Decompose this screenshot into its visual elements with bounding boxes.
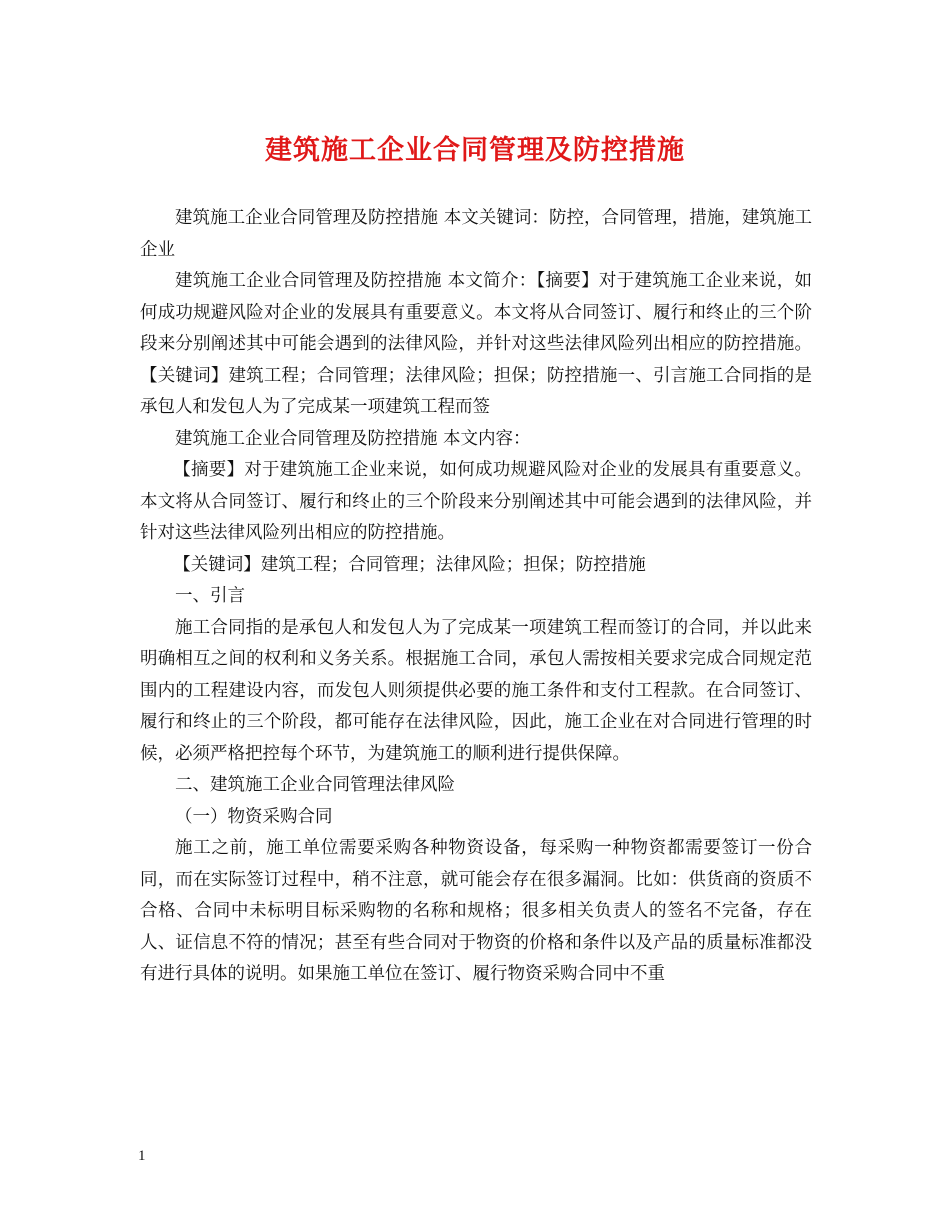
document-body xyxy=(140,203,812,991)
document-title: 建筑施工企业合同管理及防控措施 xyxy=(265,135,685,166)
paragraph-keywords-list: 【关键词】建筑工程；合同管理；法律风险；担保；防控措施 xyxy=(173,554,646,575)
paragraph-introduction: 施工合同指的是承包人和发包人为了完成某一项建筑工程而签订的合同，并以此来明确相互之间的权利和义务关系。根据施工合同，承包人需按相关要求完成合同规定范围内的工程建设内容，而发包人则须提供必要的施工条件和支付工程款。在合同签订、履行和终止的三个阶段，都可能存在法律风险，因此，施工企业在对合同进行管理的时候，必须严格把控每个环节，为建筑施工的顺利进行提供保障。 xyxy=(140,617,812,764)
subsection-heading-procurement: （一）物资采购合同 xyxy=(175,806,333,827)
paragraph-procurement: 施工之前，施工单位需要采购各种物资设备，每采购一种物资都需要签订一份合同，而在实际签订过程中，稍不注意，就可能会存在很多漏洞。比如：供货商的资质不合格、合同中未标明目标采购物的名称和规格；很多相关负责人的签名不完备，存在人、证信息不符的情况；甚至有些合同对于物资的价格和条件以及产品的质量标准都没有进行具体的说明。如果施工单位在签订、履行物资采购合同中不重 xyxy=(140,838,812,984)
paragraph-summary: 建筑施工企业合同管理及防控措施 本文简介：【摘要】对于建筑施工企业来说，如何成功规避风险对企业的发展具有重要意义。本文将从合同签订、履行和终止的三个阶段来分别阐述其中可能会遇到的法律风险，并针对这些法律风险列出相应的防控措施。【关键词】建筑工程；合同管理；法律风险；担保；防控措施一、引言施工合同指的是承包人和发包人为了完成某一项建筑工程而签 xyxy=(140,271,812,417)
paragraph-abstract: 【摘要】对于建筑施工企业来说，如何成功规避风险对企业的发展具有重要意义。本文将从合同签订、履行和终止的三个阶段来分别阐述其中可能会遇到的法律风险，并针对这些法律风险列出相应的防控措施。 xyxy=(140,460,812,543)
section-heading-legal-risks: 二、建筑施工企业合同管理法律风险 xyxy=(175,775,455,795)
paragraph-keywords: 建筑施工企业合同管理及防控措施 本文关键词：防控，合同管理，措施，建筑施工企业 xyxy=(140,208,812,260)
page-number: 1 xyxy=(138,1148,146,1164)
paragraph-content-label: 建筑施工企业合同管理及防控措施 本文内容： xyxy=(175,428,531,449)
section-heading-introduction: 一、引言 xyxy=(175,586,245,606)
